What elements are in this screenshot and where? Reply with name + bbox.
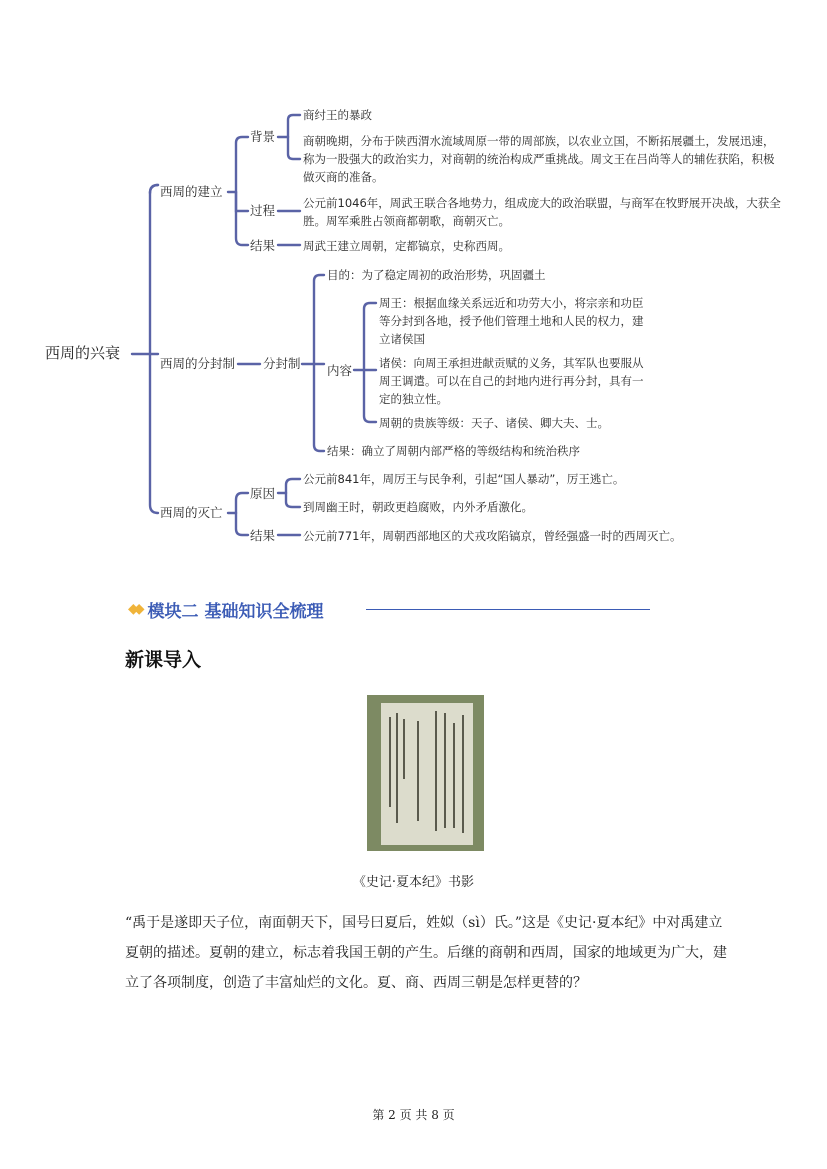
- leaf-king: 周王：根据血缘关系远近和功劳大小，将宗亲和功臣等分封到各地，授予他们管理土地和人民的权力，建立诸侯国: [379, 296, 644, 346]
- book-page: [381, 703, 473, 845]
- text-column: [389, 717, 391, 807]
- leaf-ranks: 周朝的贵族等级：天子、诸侯、卿大夫、士。: [379, 416, 609, 430]
- leaf-purpose: 目的：为了稳定周初的政治形势，巩固疆土: [327, 268, 546, 282]
- leaf-cause-2: 到周幽王时，朝政更趋腐败，内外矛盾激化。: [303, 500, 533, 514]
- module-divider: [366, 609, 650, 610]
- text-column: [396, 713, 398, 823]
- node-process: 过程: [250, 203, 276, 218]
- leaf-background-1: 商纣王的暴政: [303, 108, 372, 122]
- text-column: [403, 719, 405, 779]
- node-decline: 西周的灭亡: [160, 505, 223, 520]
- node-content: 内容: [327, 363, 353, 378]
- leaf-founding-result: 周武王建立周朝，定都镐京，史称西周。: [303, 239, 510, 253]
- mindmap: [0, 0, 827, 560]
- node-cause: 原因: [250, 486, 276, 501]
- image-caption: 《史记·夏本纪》书影: [352, 875, 475, 890]
- node-enfeoffment: 西周的分封制: [160, 356, 236, 371]
- text-column: [462, 715, 464, 833]
- leaf-background-2: 商朝晚期，分布于陕西渭水流域周原一带的周部族，以农业立国，不断拓展疆土，发展迅速，称为一股强大的政治实力，对商朝的统治构成严重挑战。周文王在吕尚等人的辅佐获陷，积极做灭商的准备。: [303, 134, 775, 184]
- node-background: 背景: [250, 129, 276, 144]
- text-column: [417, 721, 419, 821]
- leaf-cause-1: 公元前841年，周厉王与民争利，引起“国人暴动”，厉王逃亡。: [303, 472, 625, 486]
- book-page-image: [367, 695, 484, 851]
- node-founding: 西周的建立: [160, 184, 223, 199]
- module-title: 模块二 基础知识全梳理: [147, 601, 324, 622]
- leaf-lords: 诸侯：向周王承担进献贡赋的义务，其军队也要服从周王调遣。可以在自己的封地内进行再分封，具有一定的独立性。: [379, 356, 644, 406]
- diamond-icon: ◆◆: [128, 601, 140, 617]
- text-column: [444, 713, 446, 828]
- leaf-decline-result: 公元前771年，周朝西部地区的犬戎攻陷镐京，曾经强盛一时的西周灭亡。: [303, 529, 682, 543]
- module-heading: [128, 596, 323, 622]
- node-decline-result: 结果: [250, 528, 276, 543]
- leaf-enfeoffment-result: 结果：确立了周朝内部严格的等级结构和统治秩序: [327, 444, 580, 458]
- text-column: [435, 711, 437, 831]
- text-column: [453, 723, 455, 828]
- mindmap-root: 西周的兴衰: [45, 344, 121, 362]
- node-founding-result: 结果: [250, 238, 276, 253]
- intro-paragraph: “禹于是遂即天子位，南面朝天下，国号曰夏后，姓姒（sì）氏。”这是《史记·夏本纪》中对禹建立夏朝的描述。夏朝的建立，标志着我国王朝的产生。后继的商朝和西周，国家的地域更为广大，建立了各项制度，创造了丰富灿烂的文化。夏、商、西周三朝是怎样更替的？: [125, 915, 727, 991]
- page-footer: 第 2 页 共 8 页: [372, 1108, 455, 1122]
- leaf-process: 公元前1046年，周武王联合各地势力，组成庞大的政治联盟，与商军在牧野展开决战，大获全胜。周军乘胜占领商都朝歌，商朝灭亡。: [303, 196, 781, 228]
- section-title: 新课导入: [125, 649, 202, 671]
- node-enfeoffment-sub: 分封制: [263, 356, 301, 371]
